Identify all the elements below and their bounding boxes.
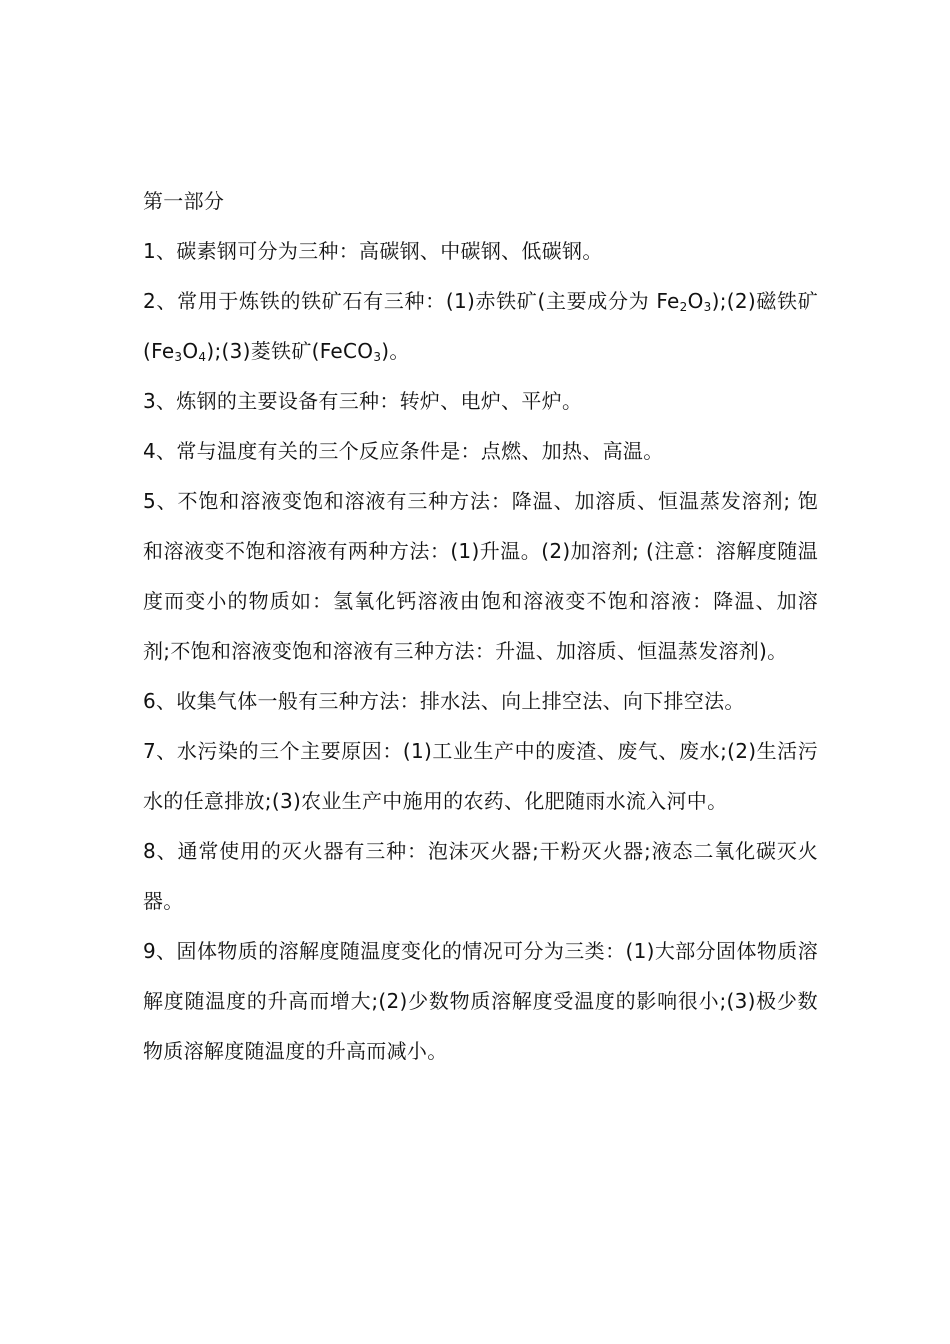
section-heading: 第一部分 xyxy=(143,189,225,213)
list-item-5: 5、不饱和溶液变饱和溶液有三种方法：降温、加溶质、恒温蒸发溶剂; 饱和溶液变不饱和溶液有两种方法：(1)升温。(2)加溶剂; (注意：溶解度随温度而变小的物质如：氢氧化钙溶液由饱和溶液变不饱和溶液：降温、加溶剂;不饱和溶液变饱和溶液有三种方法：升温、加溶质、恒温蒸发溶剂)。 xyxy=(143,489,818,663)
list-item-7: 7、水污染的三个主要原因：(1)工业生产中的废渣、废气、废水;(2)生活污水的任意排放;(3)农业生产中施用的农药、化肥随雨水流入河中。 xyxy=(143,739,818,813)
list-item-2-text: O xyxy=(182,339,199,363)
list-item-8: 8、通常使用的灭火器有三种：泡沫灭火器;干粉灭火器;液态二氧化碳灭火器。 xyxy=(143,839,818,913)
list-item-4: 4、常与温度有关的三个反应条件是：点燃、加热、高温。 xyxy=(143,439,664,463)
list-item-3: 3、炼钢的主要设备有三种：转炉、电炉、平炉。 xyxy=(143,389,583,413)
subscript: 2 xyxy=(679,300,688,314)
list-item-9: 9、固体物质的溶解度随温度变化的情况可分为三类：(1)大部分固体物质溶解度随温度的升高而增大;(2)少数物质溶解度受温度的影响很小;(3)极少数物质溶解度随温度的升高而减小。 xyxy=(143,939,818,1063)
list-item-2-text: 2、常用于炼铁的铁矿石有三种：(1)赤铁矿(主要成分为 Fe xyxy=(143,289,680,313)
subscript: 3 xyxy=(174,350,183,364)
list-item-2-text: )。 xyxy=(381,339,410,363)
document-page xyxy=(143,176,818,1076)
subscript: 3 xyxy=(373,350,382,364)
list-item-2-text: );(2)磁铁矿(Fe xyxy=(143,289,818,363)
subscript: 4 xyxy=(198,350,207,364)
list-item-2 xyxy=(143,276,818,376)
subscript: 3 xyxy=(703,300,712,314)
list-item-2-text: );(3)菱铁矿(FeCO xyxy=(206,339,374,363)
list-item-1: 1、碳素钢可分为三种：高碳钢、中碳钢、低碳钢。 xyxy=(143,239,603,263)
list-item-2-text: O xyxy=(687,289,704,313)
list-item-6: 6、收集气体一般有三种方法：排水法、向上排空法、向下排空法。 xyxy=(143,689,745,713)
